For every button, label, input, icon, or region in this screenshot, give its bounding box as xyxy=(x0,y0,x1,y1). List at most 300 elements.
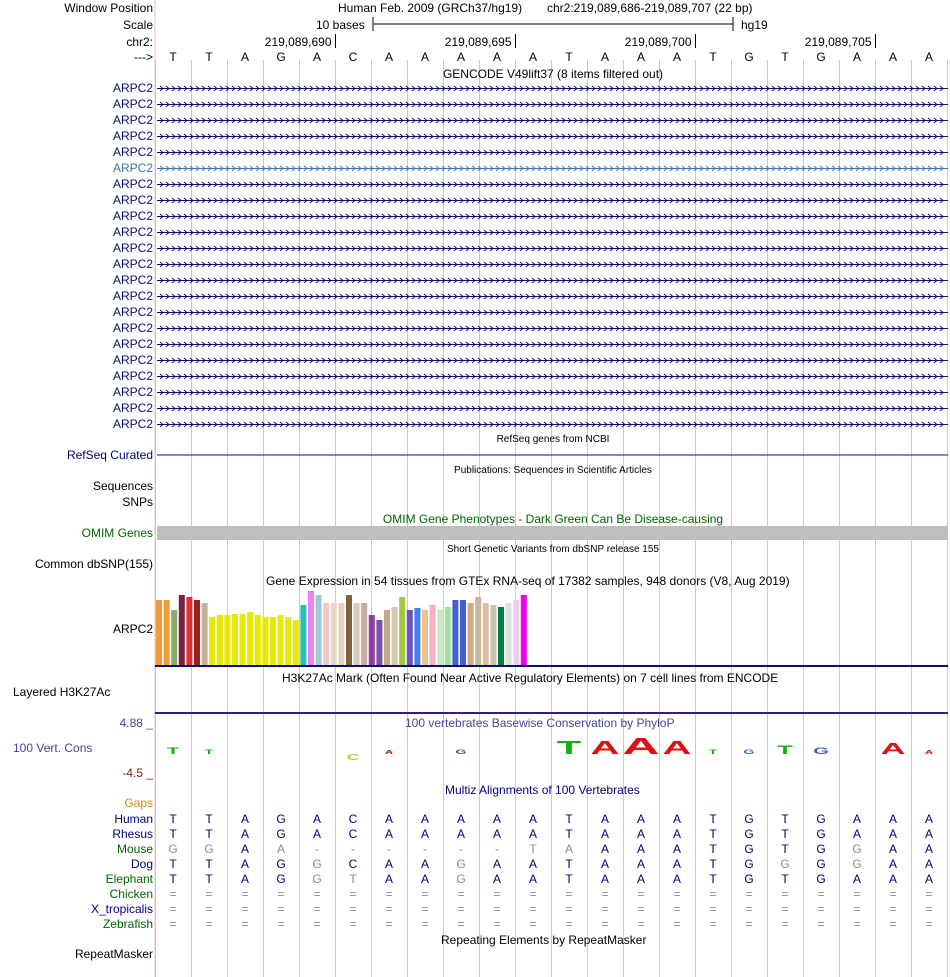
multiz-base: = xyxy=(457,902,465,916)
phylop-label[interactable]: 100 Vert. Cons xyxy=(13,741,93,755)
gencode-transcript[interactable] xyxy=(157,230,948,235)
gtex-tissue-bar xyxy=(240,614,246,665)
multiz-base: A xyxy=(492,812,501,826)
multiz-base: = xyxy=(349,902,357,916)
multiz-base: = xyxy=(709,917,717,931)
multiz-base: G xyxy=(276,857,286,871)
multiz-base: G xyxy=(816,812,826,826)
multiz-base: A xyxy=(384,812,393,826)
scale-label: Scale xyxy=(122,18,153,32)
gencode-gene-label[interactable]: ARPC2 xyxy=(112,337,153,351)
multiz-species-label[interactable]: Zebrafish xyxy=(102,917,153,931)
multiz-base: A xyxy=(636,872,645,886)
multiz-base: = xyxy=(169,902,177,916)
multiz-base: = xyxy=(925,902,933,916)
gencode-transcript[interactable] xyxy=(157,390,948,395)
gencode-gene-label[interactable]: ARPC2 xyxy=(112,417,153,431)
gtex-tissue-bar xyxy=(430,605,436,665)
multiz-base: A xyxy=(420,812,429,826)
publications-snps-label[interactable]: SNPs xyxy=(122,495,153,509)
phylop-glyph: G xyxy=(455,748,467,756)
ruler-tick-label: 219,089,695 xyxy=(444,35,512,49)
multiz-base: T xyxy=(709,857,717,871)
gencode-transcript[interactable] xyxy=(157,246,948,251)
multiz-base: T xyxy=(169,857,177,871)
multiz-base: = xyxy=(673,887,681,901)
gencode-transcript[interactable] xyxy=(157,326,948,331)
multiz-base: = xyxy=(493,902,501,916)
gtex-tissue-bar xyxy=(468,603,474,665)
gencode-gene-label[interactable]: ARPC2 xyxy=(112,145,153,159)
multiz-base: G xyxy=(276,827,286,841)
multiz-base: = xyxy=(565,917,573,931)
multiz-base: A xyxy=(384,827,393,841)
gencode-transcript[interactable] xyxy=(157,278,948,283)
gencode-gene-label[interactable]: ARPC2 xyxy=(112,209,153,223)
sequence-base: A xyxy=(312,50,321,64)
phylop-glyph: T xyxy=(708,748,718,756)
gencode-transcript[interactable] xyxy=(157,102,948,107)
multiz-base: G xyxy=(744,827,754,841)
multiz-base: T xyxy=(709,812,717,826)
multiz-base: T xyxy=(529,842,537,856)
gtex-tissue-bar xyxy=(422,610,428,665)
multiz-base: = xyxy=(745,887,753,901)
gencode-transcript[interactable] xyxy=(157,406,948,411)
multiz-species-bases xyxy=(0,917,950,931)
multiz-base: A xyxy=(492,827,501,841)
multiz-base: = xyxy=(709,887,717,901)
multiz-base: G xyxy=(168,842,178,856)
gencode-title[interactable]: GENCODE V49lift37 (8 items filtered out) xyxy=(442,67,664,81)
multiz-base: A xyxy=(456,827,465,841)
multiz-base: = xyxy=(277,917,285,931)
multiz-base: = xyxy=(421,917,429,931)
gtex-tissue-bar xyxy=(232,614,238,665)
chrom-label: chr2: xyxy=(126,35,153,49)
multiz-base: A xyxy=(420,872,429,886)
multiz-base: - xyxy=(351,842,355,856)
sequence-base: C xyxy=(348,50,358,64)
gencode-gene-label[interactable]: ARPC2 xyxy=(112,241,153,255)
dbsnp-label[interactable]: Common dbSNP(155) xyxy=(34,557,153,571)
multiz-base: A xyxy=(672,812,681,826)
gtex-tissue-bar xyxy=(452,600,458,665)
publications-title[interactable]: Publications: Sequences in Scientific Articles xyxy=(454,465,652,476)
multiz-base: A xyxy=(888,812,897,826)
gtex-tissue-bar xyxy=(179,595,185,665)
gencode-gene-label[interactable]: ARPC2 xyxy=(112,113,153,127)
gencode-transcript[interactable] xyxy=(157,134,948,139)
multiz-base: A xyxy=(888,827,897,841)
phylop-glyph: A xyxy=(880,739,906,758)
sequence-base: T xyxy=(565,50,573,64)
gencode-transcript[interactable] xyxy=(157,310,948,315)
gencode-gene-label[interactable]: ARPC2 xyxy=(112,369,153,383)
multiz-species-bases xyxy=(0,902,950,916)
multiz-base: G xyxy=(852,857,862,871)
gencode-gene-label[interactable]: ARPC2 xyxy=(112,161,153,175)
gtex-tissue-bar xyxy=(460,600,466,665)
gencode-gene-label[interactable]: ARPC2 xyxy=(112,353,153,367)
multiz-base: T xyxy=(709,827,717,841)
multiz-title[interactable]: Multiz Alignments of 100 Vertebrates xyxy=(445,783,640,797)
phylop-glyph: G xyxy=(813,746,829,757)
multiz-base: G xyxy=(816,857,826,871)
multiz-base: C xyxy=(348,827,358,841)
multiz-base: = xyxy=(817,917,825,931)
gaps-label[interactable]: Gaps xyxy=(124,796,153,810)
multiz-base: A xyxy=(636,857,645,871)
gencode-transcript[interactable] xyxy=(157,86,948,91)
multiz-base: = xyxy=(673,902,681,916)
phylop-glyph: A xyxy=(384,749,394,756)
multiz-base: T xyxy=(565,872,573,886)
gtex-tissue-bar xyxy=(171,610,177,665)
multiz-base: A xyxy=(456,812,465,826)
omim-bar xyxy=(157,526,948,540)
multiz-base: T xyxy=(565,812,573,826)
multiz-base: A xyxy=(492,872,501,886)
gencode-gene-label[interactable]: ARPC2 xyxy=(112,225,153,239)
gtex-tissue-bar xyxy=(346,595,352,665)
sequence-base: T xyxy=(709,50,717,64)
gencode-transcript[interactable] xyxy=(157,166,948,171)
multiz-base: = xyxy=(421,902,429,916)
phylop-glyph: A xyxy=(662,737,692,759)
gencode-gene-label[interactable]: ARPC2 xyxy=(112,129,153,143)
gencode-transcript[interactable] xyxy=(157,342,948,347)
h3k27ac-label[interactable]: Layered H3K27Ac xyxy=(13,685,111,699)
gtex-tissue-bar xyxy=(490,605,496,665)
multiz-base: = xyxy=(817,902,825,916)
sequence-base: T xyxy=(169,50,177,64)
multiz-base: A xyxy=(672,827,681,841)
multiz-base: T xyxy=(205,857,213,871)
publications-sequences-label[interactable]: Sequences xyxy=(92,479,153,493)
gencode-gene-label[interactable]: ARPC2 xyxy=(112,97,153,111)
gtex-tissue-bar xyxy=(285,617,291,665)
gtex-tissue-bar xyxy=(483,603,489,665)
multiz-base: - xyxy=(459,842,463,856)
gtex-tissue-bar xyxy=(407,610,413,665)
multiz-species-label[interactable]: Rhesus xyxy=(112,827,153,841)
gencode-gene-label[interactable]: ARPC2 xyxy=(112,305,153,319)
gencode-gene-lines xyxy=(157,86,948,427)
multiz-base: A xyxy=(600,872,609,886)
gencode-transcript[interactable] xyxy=(157,182,948,187)
multiz-base: = xyxy=(745,902,753,916)
multiz-base: A xyxy=(636,812,645,826)
multiz-base: = xyxy=(313,887,321,901)
multiz-base: T xyxy=(169,827,177,841)
multiz-base: = xyxy=(349,917,357,931)
multiz-base: G xyxy=(456,872,466,886)
gencode-gene-label[interactable]: ARPC2 xyxy=(112,257,153,271)
multiz-base: = xyxy=(781,887,789,901)
multiz-base: A xyxy=(420,857,429,871)
gencode-transcript[interactable] xyxy=(157,422,948,427)
multiz-base: = xyxy=(853,887,861,901)
multiz-base: G xyxy=(744,842,754,856)
phylop-glyph: T xyxy=(556,737,582,759)
sequence-base: G xyxy=(276,50,286,64)
multiz-species-label[interactable]: Chicken xyxy=(109,887,153,901)
gtex-tissue-bar xyxy=(217,615,223,665)
gencode-transcript[interactable] xyxy=(157,262,948,267)
scale-db: hg19 xyxy=(741,18,768,32)
multiz-base: = xyxy=(925,887,933,901)
multiz-base: = xyxy=(889,902,897,916)
multiz-base: = xyxy=(709,902,717,916)
multiz-base: = xyxy=(529,887,537,901)
gencode-transcript[interactable] xyxy=(157,294,948,299)
multiz-base: = xyxy=(673,917,681,931)
multiz-base: = xyxy=(781,917,789,931)
gtex-tissue-bar xyxy=(392,607,398,665)
gencode-gene-label[interactable]: ARPC2 xyxy=(112,321,153,335)
multiz-base: A xyxy=(888,872,897,886)
multiz-base: = xyxy=(565,887,573,901)
sequence-base: A xyxy=(384,50,393,64)
multiz-base: = xyxy=(529,902,537,916)
gtex-bars xyxy=(156,591,527,665)
multiz-base: = xyxy=(529,917,537,931)
multiz-base: A xyxy=(924,842,933,856)
multiz-base: = xyxy=(277,887,285,901)
gtex-tissue-bar xyxy=(338,603,344,665)
gencode-gene-label[interactable]: ARPC2 xyxy=(112,81,153,95)
strand-arrow[interactable]: ---> xyxy=(134,50,153,64)
multiz-base: T xyxy=(205,812,213,826)
multiz-base: G xyxy=(852,842,862,856)
h3k27ac-title[interactable]: H3K27Ac Mark (Often Found Near Active Regulatory Elements) on 7 cell lines from ENCODE xyxy=(282,671,779,685)
multiz-base: = xyxy=(241,887,249,901)
gencode-transcript[interactable] xyxy=(157,374,948,379)
repeatmasker-label[interactable]: RepeatMasker xyxy=(74,947,153,961)
multiz-base: A xyxy=(636,827,645,841)
gtex-tissue-bar xyxy=(376,620,382,665)
gtex-tissue-bar xyxy=(331,603,337,665)
multiz-species-label[interactable]: Elephant xyxy=(105,872,153,886)
gtex-tissue-bar xyxy=(270,617,276,665)
multiz-base: A xyxy=(888,842,897,856)
multiz-base: = xyxy=(205,902,213,916)
multiz-species-label[interactable]: Mouse xyxy=(116,842,153,856)
gtex-tissue-bar xyxy=(384,610,390,665)
multiz-base: = xyxy=(925,917,933,931)
gtex-tissue-bar xyxy=(498,607,504,665)
multiz-species-bases xyxy=(0,887,950,901)
gtex-tissue-bar xyxy=(361,603,367,665)
sequence-base: A xyxy=(456,50,465,64)
gencode-transcript[interactable] xyxy=(157,118,948,123)
sequence-base: A xyxy=(600,50,609,64)
sequence-base: A xyxy=(636,50,645,64)
multiz-base: A xyxy=(240,842,249,856)
multiz-base: A xyxy=(924,857,933,871)
gtex-tissue-bar xyxy=(247,612,253,665)
multiz-base: T xyxy=(565,857,573,871)
multiz-base: G xyxy=(312,857,322,871)
multiz-base: = xyxy=(385,917,393,931)
gtex-tissue-bar xyxy=(354,603,360,665)
gtex-tissue-bar xyxy=(224,615,230,665)
multiz-base: A xyxy=(924,812,933,826)
multiz-species-label[interactable]: Human xyxy=(114,812,153,826)
multiz-base: A xyxy=(420,827,429,841)
gtex-tissue-bar xyxy=(437,610,443,665)
multiz-base: T xyxy=(169,872,177,886)
omim-title[interactable]: OMIM Gene Phenotypes - Dark Green Can Be Disease-causing xyxy=(382,512,724,526)
gencode-gene-label[interactable]: ARPC2 xyxy=(112,193,153,207)
gencode-transcript[interactable] xyxy=(157,358,948,363)
multiz-base: T xyxy=(349,872,357,886)
gtex-tissue-bar xyxy=(278,615,284,665)
multiz-base: C xyxy=(348,857,358,871)
multiz-base: A xyxy=(852,812,861,826)
gtex-tissue-bar xyxy=(506,603,512,665)
multiz-base: - xyxy=(495,842,499,856)
multiz-base: A xyxy=(888,857,897,871)
multiz-base: A xyxy=(528,857,537,871)
gtex-tissue-bar xyxy=(156,600,162,665)
multiz-base: = xyxy=(745,917,753,931)
multiz-base: G xyxy=(276,812,286,826)
multiz-base: A xyxy=(672,842,681,856)
multiz-base: = xyxy=(817,887,825,901)
phylop-glyph: A xyxy=(924,749,934,756)
multiz-base: T xyxy=(781,827,789,841)
gtex-tissue-bar xyxy=(255,615,261,665)
sequence-base: A xyxy=(492,50,501,64)
multiz-base: - xyxy=(315,842,319,856)
phylop-title[interactable]: 100 vertebrates Basewise Conservation by PhyloP xyxy=(405,716,675,730)
phylop-glyph: T xyxy=(204,748,214,756)
sequence-base: G xyxy=(816,50,826,64)
multiz-base: G xyxy=(744,872,754,886)
gencode-gene-label[interactable]: ARPC2 xyxy=(112,401,153,415)
multiz-species-bases xyxy=(0,857,950,871)
gtex-tissue-bar xyxy=(300,605,306,665)
phylop-max: 4.88 _ xyxy=(119,716,153,730)
multiz-base: A xyxy=(672,872,681,886)
multiz-base: = xyxy=(169,887,177,901)
refseq-title[interactable]: RefSeq genes from NCBI xyxy=(496,434,610,445)
gtex-tissue-bar xyxy=(194,600,200,665)
multiz-base: A xyxy=(240,827,249,841)
multiz-species-bases xyxy=(0,842,950,856)
multiz-base: G xyxy=(780,857,790,871)
multiz-base: A xyxy=(276,842,285,856)
multiz-base: G xyxy=(312,872,322,886)
gtex-tissue-bar xyxy=(308,591,314,665)
gencode-transcript[interactable] xyxy=(157,214,948,219)
multiz-base: A xyxy=(600,842,609,856)
multiz-base: T xyxy=(781,872,789,886)
gtex-title[interactable]: Gene Expression in 54 tissues from GTEx RNA-seq of 17382 samples, 948 donors (V8, Aug 2019) xyxy=(266,574,790,588)
multiz-base: T xyxy=(205,872,213,886)
multiz-base: = xyxy=(241,902,249,916)
multiz-base: T xyxy=(169,812,177,826)
multiz-base: A xyxy=(528,872,537,886)
ruler-tick-label: 219,089,705 xyxy=(804,35,872,49)
multiz-base: = xyxy=(493,917,501,931)
multiz-base: G xyxy=(276,872,286,886)
sequence-base: A xyxy=(420,50,429,64)
multiz-base: A xyxy=(924,872,933,886)
gtex-tissue-bar xyxy=(414,608,420,665)
multiz-base: T xyxy=(709,842,717,856)
multiz-base: A xyxy=(600,812,609,826)
phylop-min: -4.5 _ xyxy=(122,766,153,780)
repeatmasker-title[interactable]: Repeating Elements by RepeatMasker xyxy=(441,933,647,947)
multiz-base: A xyxy=(528,812,537,826)
multiz-base: A xyxy=(672,857,681,871)
multiz-base: G xyxy=(204,842,214,856)
gencode-gene-label[interactable]: ARPC2 xyxy=(112,177,153,191)
refseq-label[interactable]: RefSeq Curated xyxy=(66,448,153,462)
multiz-base: = xyxy=(241,917,249,931)
window-position-label: Window Position xyxy=(64,1,153,15)
gtex-tissue-bar xyxy=(164,600,170,665)
position-range: chr2:219,089,686-219,089,707 (22 bp) xyxy=(547,1,753,15)
sequence-base: A xyxy=(888,50,897,64)
multiz-base: = xyxy=(169,917,177,931)
dbsnp-title[interactable]: Short Genetic Variants from dbSNP release 155 xyxy=(447,544,659,555)
multiz-base: A xyxy=(924,827,933,841)
gencode-gene-label[interactable]: ARPC2 xyxy=(112,289,153,303)
phylop-glyphs xyxy=(167,734,934,762)
multiz-species-bases xyxy=(0,827,950,841)
multiz-base: = xyxy=(313,902,321,916)
phylop-glyph: G xyxy=(743,748,755,756)
gencode-transcript[interactable] xyxy=(157,150,948,155)
gencode-gene-label[interactable]: ARPC2 xyxy=(112,385,153,399)
multiz-base: = xyxy=(637,902,645,916)
multiz-species-label[interactable]: Dog xyxy=(130,857,153,871)
sequence-base: A xyxy=(852,50,861,64)
multiz-base: A xyxy=(636,842,645,856)
omim-label[interactable]: OMIM Genes xyxy=(81,526,153,540)
gencode-gene-label[interactable]: ARPC2 xyxy=(112,273,153,287)
multiz-base: = xyxy=(637,917,645,931)
multiz-base: G xyxy=(816,872,826,886)
multiz-base: = xyxy=(457,887,465,901)
multiz-base: A xyxy=(384,872,393,886)
sequence-base: T xyxy=(781,50,789,64)
multiz-base: A xyxy=(528,827,537,841)
multiz-base: = xyxy=(349,887,357,901)
gtex-tissue-bar xyxy=(513,600,519,665)
gencode-transcript[interactable] xyxy=(157,198,948,203)
multiz-species-bases xyxy=(0,812,950,826)
multiz-species-bases xyxy=(0,872,950,886)
gtex-tissue-bar xyxy=(262,617,268,665)
multiz-base: = xyxy=(205,917,213,931)
gtex-tissue-bar xyxy=(399,597,405,665)
multiz-base: G xyxy=(744,812,754,826)
multiz-base: = xyxy=(889,917,897,931)
multiz-species-label[interactable]: X_tropicalis xyxy=(90,902,153,916)
multiz-base: T xyxy=(709,872,717,886)
gtex-gene-label[interactable]: ARPC2 xyxy=(112,622,153,636)
gtex-tissue-bar xyxy=(209,617,215,665)
multiz-base: = xyxy=(493,887,501,901)
multiz-base: T xyxy=(781,812,789,826)
phylop-glyph: T xyxy=(777,744,793,757)
multiz-base: A xyxy=(240,872,249,886)
